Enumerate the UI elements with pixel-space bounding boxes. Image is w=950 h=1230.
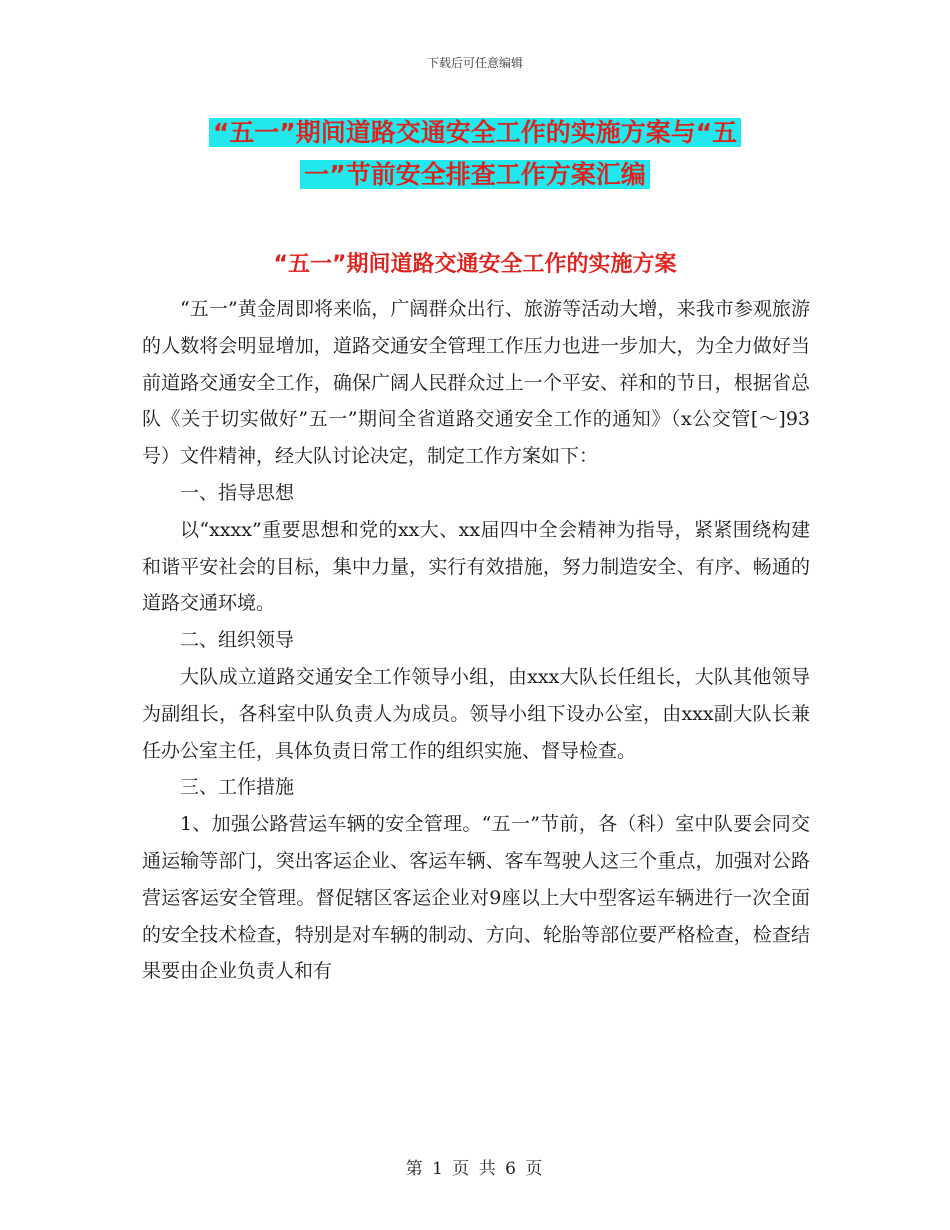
document-title-line-1 xyxy=(0,113,950,153)
paragraph-measure-1: 1、加强公路营运车辆的安全管理。“五一”节前，各（科）室中队要会同交通运输等部门，突出客运企业、客运车辆、客车驾驶人这三个重点，加强对公路营运客运安全管理。督促辖区客运企业对9座以上大中型客运车辆进行一次全面的安全技术检查，特别是对车辆的制动、方向、轮胎等部位要严格检查，检查结果要由企业负责人和有 xyxy=(142,813,810,983)
section-title: “五一”期间道路交通安全工作的实施方案 xyxy=(273,252,677,277)
document-body xyxy=(142,291,810,990)
heading-organization: 二、组织领导 xyxy=(180,629,295,652)
paragraph-guiding-ideology: 以“xxxx”重要思想和党的xx大、xx届四中全会精神为指导，紧紧围绕构建和谐平安社会的目标，集中力量，实行有效措施，努力制造安全、有序、畅通的道路交通环境。 xyxy=(142,518,810,615)
page-footer: 第 1 页 共 6 页 xyxy=(405,1159,545,1179)
document-title-line-2 xyxy=(0,155,950,195)
title-highlight-2: 一”节前安全排查工作方案汇编 xyxy=(300,160,649,189)
header-note: 下载后可任意编辑 xyxy=(426,56,523,70)
title-highlight-1: “五一”期间道路交通安全工作的实施方案与“五 xyxy=(209,118,741,147)
intro-paragraph: “五一”黄金周即将来临，广阔群众出行、旅游等活动大增，来我市参观旅游的人数将会明显增加，道路交通安全管理工作压力也进一步加大，为全力做好当前道路交通安全工作，确保广阔人民群众过上一个平安、祥和的节日，根据省总队《关于切实做好”五一”期间全省道路交通安全工作的通知》（x公交管[～]93号）文件精神，经大队讨论决定，制定工作方案如下： xyxy=(142,298,810,468)
paragraph-organization: 大队成立道路交通安全工作领导小组，由xxx大队长任组长，大队其他领导为副组长，各科室中队负责人为成员。领导小组下设办公室，由xxx副大队长兼任办公室主任，具体负责日常工作的组织实施、督导检查。 xyxy=(142,665,810,762)
heading-measures: 三、工作措施 xyxy=(180,776,295,799)
heading-guiding-ideology: 一、指导思想 xyxy=(180,481,295,504)
